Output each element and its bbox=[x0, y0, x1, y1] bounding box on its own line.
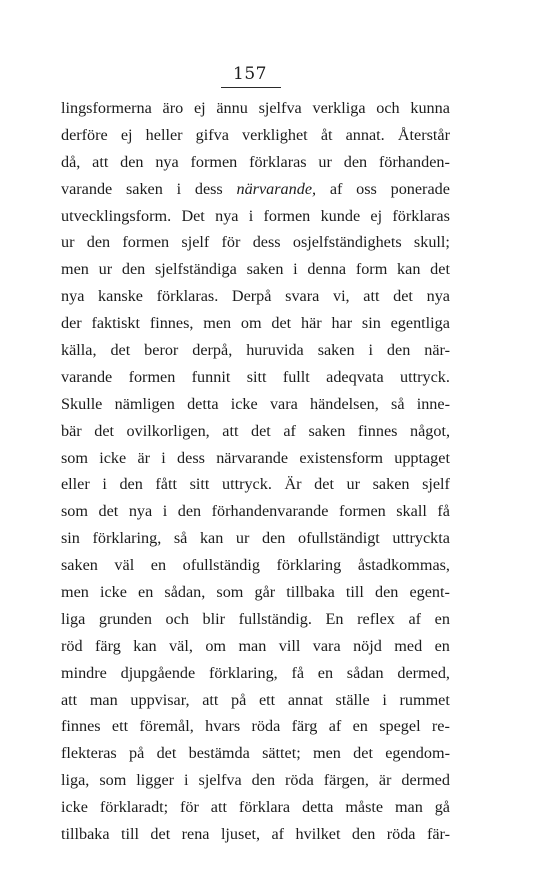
word: liga, bbox=[61, 771, 90, 790]
word: man bbox=[394, 798, 423, 817]
word: icke bbox=[99, 448, 127, 467]
word: nya bbox=[155, 152, 179, 171]
word: äro bbox=[162, 99, 184, 117]
word: form bbox=[355, 260, 388, 279]
word: dess bbox=[252, 233, 281, 252]
word: om bbox=[240, 314, 262, 333]
text-line bbox=[61, 418, 450, 445]
word: liga bbox=[61, 609, 86, 628]
word: att bbox=[92, 152, 109, 171]
word: få bbox=[437, 502, 450, 521]
word: funnit bbox=[191, 367, 231, 386]
word: existensform bbox=[299, 448, 383, 467]
word: skull; bbox=[413, 233, 450, 252]
word: annat. bbox=[345, 125, 385, 144]
word: i bbox=[382, 690, 387, 709]
word: det bbox=[430, 260, 450, 279]
word: annat bbox=[287, 690, 323, 709]
word: i bbox=[176, 179, 182, 198]
text-line bbox=[61, 149, 450, 176]
word: sådan, bbox=[164, 583, 206, 602]
word: djupgående bbox=[120, 663, 196, 682]
emphasized-word: närvarande, bbox=[236, 179, 317, 198]
word: tillbaka bbox=[286, 583, 335, 602]
word: oss bbox=[356, 179, 377, 198]
word: i bbox=[162, 502, 168, 521]
page-number: 157 bbox=[233, 64, 267, 84]
word: fullständig. bbox=[238, 609, 312, 628]
word: rummet bbox=[399, 690, 450, 709]
word: är bbox=[137, 448, 151, 467]
word: ett bbox=[111, 717, 129, 736]
word: nya bbox=[128, 502, 153, 521]
word: det bbox=[271, 314, 292, 333]
word: ponerade bbox=[390, 179, 450, 198]
word: på bbox=[231, 690, 247, 709]
word: af bbox=[283, 421, 296, 440]
text-line bbox=[61, 767, 450, 794]
word: egentliga bbox=[390, 314, 450, 333]
word: ej bbox=[193, 99, 206, 117]
word: man bbox=[89, 690, 118, 709]
word: ej bbox=[370, 206, 383, 225]
word: formen bbox=[338, 502, 386, 521]
word: den bbox=[121, 260, 146, 279]
word: men bbox=[313, 744, 341, 763]
word: tillbaka bbox=[61, 825, 110, 844]
word: i bbox=[368, 341, 373, 360]
word: föremål, bbox=[139, 717, 194, 736]
page-number-rule bbox=[221, 87, 281, 88]
word: Är bbox=[284, 475, 302, 494]
word: af bbox=[328, 717, 342, 736]
word: ovilkorligen, bbox=[126, 421, 210, 440]
word: kunde bbox=[320, 206, 361, 225]
word: den bbox=[251, 771, 276, 790]
text-line bbox=[61, 256, 450, 283]
word: kan bbox=[133, 636, 157, 655]
word: röda bbox=[386, 825, 416, 844]
text-line bbox=[61, 203, 450, 230]
word: sjelfva bbox=[198, 771, 242, 790]
word: saken bbox=[61, 556, 98, 575]
word: och bbox=[376, 99, 400, 117]
word: förklaras bbox=[249, 152, 307, 171]
word: att bbox=[363, 287, 380, 306]
word: Derpå bbox=[231, 287, 272, 306]
word: så bbox=[391, 394, 405, 413]
word: inne- bbox=[416, 394, 450, 413]
word: väl, bbox=[169, 636, 193, 655]
word: den bbox=[375, 583, 399, 602]
word: färg bbox=[291, 717, 318, 736]
word: reflex bbox=[357, 609, 395, 628]
word: adeqvata bbox=[326, 367, 384, 386]
word: det bbox=[314, 475, 334, 494]
word: få bbox=[291, 663, 305, 682]
word: heller bbox=[145, 125, 183, 144]
word: det bbox=[110, 341, 131, 360]
text-line bbox=[61, 95, 450, 122]
text-line bbox=[61, 606, 450, 633]
text-line bbox=[61, 552, 450, 579]
text-line bbox=[61, 525, 450, 552]
word: faktiskt bbox=[91, 314, 141, 333]
word: till bbox=[120, 825, 139, 844]
word: fått bbox=[155, 475, 177, 494]
word: en bbox=[434, 609, 450, 628]
word: den bbox=[262, 529, 286, 548]
word: ofullständigt bbox=[297, 529, 380, 548]
word: sjelfva bbox=[258, 99, 302, 117]
word: närvarande bbox=[216, 448, 289, 467]
word: källa, bbox=[61, 341, 97, 360]
text-line bbox=[61, 821, 450, 848]
word: för bbox=[180, 798, 199, 817]
word: saken bbox=[308, 421, 346, 440]
word: icke bbox=[99, 583, 127, 602]
word: en bbox=[352, 717, 368, 736]
word: den bbox=[386, 341, 411, 360]
text-line bbox=[61, 364, 450, 391]
word: sjelf bbox=[422, 475, 450, 494]
word: Skulle bbox=[61, 394, 103, 413]
word: förklaring, bbox=[92, 529, 162, 548]
word: med bbox=[394, 636, 423, 655]
text-line bbox=[61, 310, 450, 337]
word: det bbox=[156, 744, 177, 763]
word: finnes, bbox=[149, 314, 194, 333]
word: varande bbox=[61, 179, 113, 198]
word: förklaradt; bbox=[99, 798, 169, 817]
word: här bbox=[300, 314, 322, 333]
word: ur bbox=[346, 475, 361, 494]
word: af bbox=[271, 825, 285, 844]
word: röd bbox=[61, 636, 83, 655]
word: bär bbox=[61, 421, 82, 440]
word: saken bbox=[125, 179, 163, 198]
text-line bbox=[61, 660, 450, 687]
word: fär- bbox=[426, 825, 450, 844]
word: nya bbox=[426, 287, 450, 306]
text-line bbox=[61, 283, 450, 310]
word: det bbox=[393, 287, 413, 306]
word: uttryck. bbox=[221, 475, 272, 494]
word: en bbox=[434, 636, 450, 655]
word: ställe bbox=[335, 690, 370, 709]
text-line bbox=[61, 176, 450, 203]
word: flekteras bbox=[61, 744, 117, 763]
word: förklara bbox=[238, 798, 291, 817]
word: röda bbox=[285, 771, 314, 790]
word: ännu bbox=[216, 99, 248, 117]
word: händelsen, bbox=[310, 394, 379, 413]
word: ljuset, bbox=[220, 825, 261, 844]
word: på bbox=[129, 744, 145, 763]
word: nämligen bbox=[114, 394, 175, 413]
word: är bbox=[378, 771, 392, 790]
word: uttryckta bbox=[392, 529, 450, 548]
word: det bbox=[94, 421, 114, 440]
word: färgen, bbox=[323, 771, 369, 790]
word: den bbox=[177, 502, 202, 521]
word: Det bbox=[181, 206, 205, 225]
body-text bbox=[61, 95, 450, 848]
word: ligger bbox=[136, 771, 175, 790]
word: förhanden- bbox=[378, 152, 450, 171]
word: om bbox=[205, 636, 226, 655]
word: egent- bbox=[409, 583, 450, 602]
word: derpå, bbox=[192, 341, 233, 360]
text-line bbox=[61, 122, 450, 149]
text-line bbox=[61, 579, 450, 606]
text-line bbox=[61, 337, 450, 364]
word: i bbox=[102, 475, 107, 494]
word: nya bbox=[61, 287, 85, 306]
word: när- bbox=[424, 341, 450, 360]
text-line bbox=[61, 740, 450, 767]
word: derföre bbox=[61, 125, 108, 144]
word: men bbox=[61, 583, 89, 602]
word: dess bbox=[177, 448, 205, 467]
word: förklaring, bbox=[208, 663, 278, 682]
word: går bbox=[254, 583, 276, 602]
text-line bbox=[61, 713, 450, 740]
word: varande bbox=[61, 367, 113, 386]
word: blir bbox=[202, 609, 226, 628]
word: något, bbox=[409, 421, 450, 440]
word: sitt bbox=[189, 475, 210, 494]
word: som bbox=[61, 448, 88, 467]
word: vara bbox=[269, 394, 298, 413]
word: saken bbox=[246, 260, 284, 279]
word: grunden bbox=[98, 609, 152, 628]
word: men bbox=[203, 314, 232, 333]
word: väl bbox=[114, 556, 135, 575]
word: åt bbox=[320, 125, 333, 144]
word: lingsformerna bbox=[61, 99, 152, 117]
word: vi, bbox=[332, 287, 350, 306]
word: af bbox=[408, 609, 422, 628]
word: dess bbox=[194, 179, 223, 198]
word: af bbox=[329, 179, 343, 198]
word: den bbox=[120, 152, 144, 171]
text-line bbox=[61, 794, 450, 821]
word: rena bbox=[181, 825, 210, 844]
word: mindre bbox=[61, 663, 107, 682]
word: dermed bbox=[401, 771, 450, 790]
word: i bbox=[184, 771, 189, 790]
word: eller bbox=[61, 475, 90, 494]
word: måste bbox=[345, 798, 384, 817]
word: det bbox=[251, 421, 271, 440]
word: finnes bbox=[357, 421, 398, 440]
word: att bbox=[210, 798, 227, 817]
word: formen bbox=[263, 206, 311, 225]
word: sin bbox=[61, 529, 80, 548]
word: att bbox=[61, 690, 78, 709]
word: bestämda bbox=[188, 744, 250, 763]
word: i bbox=[248, 206, 254, 225]
word: ofullständig bbox=[182, 556, 260, 575]
word: kanske bbox=[98, 287, 143, 306]
word: kan bbox=[397, 260, 421, 279]
word: sitt bbox=[246, 367, 267, 386]
word: det bbox=[353, 744, 373, 763]
word: finnes bbox=[61, 717, 101, 736]
word: re- bbox=[431, 717, 450, 736]
word: beror bbox=[144, 341, 179, 360]
word: en bbox=[138, 583, 154, 602]
word: En bbox=[325, 609, 344, 628]
word: gå bbox=[434, 798, 450, 817]
word: det bbox=[150, 825, 171, 844]
word: sättet; bbox=[262, 744, 301, 763]
word: detta bbox=[187, 394, 219, 413]
word: så bbox=[173, 529, 188, 548]
word: den bbox=[86, 233, 111, 252]
word: upptaget bbox=[394, 448, 450, 467]
word: ur bbox=[235, 529, 250, 548]
word: uppvisar, bbox=[130, 690, 190, 709]
word: sjelfständiga bbox=[154, 260, 237, 279]
word: röda bbox=[251, 717, 281, 736]
word: nya bbox=[215, 206, 239, 225]
word: ej bbox=[120, 125, 133, 144]
word: ur bbox=[318, 152, 332, 171]
word: den bbox=[119, 475, 143, 494]
word: men bbox=[61, 260, 89, 279]
word: man bbox=[238, 636, 267, 655]
word: formen bbox=[190, 152, 238, 171]
word: den bbox=[343, 152, 368, 171]
word: kunna bbox=[410, 99, 450, 117]
word: sin bbox=[361, 314, 381, 333]
word: denna bbox=[307, 260, 347, 279]
word: huruvida bbox=[246, 341, 304, 360]
word: sjelf bbox=[181, 233, 210, 252]
word: icke bbox=[230, 394, 258, 413]
text-line bbox=[61, 391, 450, 418]
word: nöjd bbox=[353, 636, 382, 655]
word: då, bbox=[61, 152, 81, 171]
word: som bbox=[99, 771, 127, 790]
word: icke bbox=[61, 798, 88, 817]
text-line bbox=[61, 498, 450, 525]
word: gifva bbox=[195, 125, 229, 144]
text-line bbox=[61, 445, 450, 472]
word: svara bbox=[285, 287, 320, 306]
word: ett bbox=[258, 690, 276, 709]
word: förhandenvarande bbox=[211, 502, 329, 521]
word: formen bbox=[122, 233, 170, 252]
word: som bbox=[61, 502, 88, 521]
word: i bbox=[161, 448, 166, 467]
word: skall bbox=[396, 502, 427, 521]
word: verklighet bbox=[242, 125, 308, 144]
word: der bbox=[61, 314, 82, 333]
word: ur bbox=[98, 260, 113, 279]
word: en bbox=[150, 556, 167, 575]
word: osjelfständighets bbox=[292, 233, 402, 252]
word: åstadkommas, bbox=[357, 556, 450, 575]
word: i bbox=[293, 260, 298, 279]
text-line bbox=[61, 687, 450, 714]
word: uttryck. bbox=[400, 367, 450, 386]
word: Återstår bbox=[397, 125, 450, 144]
word: saken bbox=[372, 475, 410, 494]
word: hvars bbox=[205, 717, 241, 736]
text-line bbox=[61, 471, 450, 498]
word: verkliga bbox=[312, 99, 366, 117]
word: spegel bbox=[379, 717, 421, 736]
word: kan bbox=[199, 529, 224, 548]
word: utvecklingsform. bbox=[61, 206, 172, 225]
word: vill bbox=[278, 636, 301, 655]
word: hvilket bbox=[295, 825, 341, 844]
word: det bbox=[98, 502, 119, 521]
word: har bbox=[331, 314, 353, 333]
text-line bbox=[61, 229, 450, 256]
word: för bbox=[221, 233, 241, 252]
word: egendom- bbox=[385, 744, 450, 763]
word: den bbox=[351, 825, 376, 844]
word: dermed, bbox=[397, 663, 450, 682]
word: förklaras bbox=[392, 206, 450, 225]
word: färg bbox=[95, 636, 121, 655]
word: saken bbox=[317, 341, 355, 360]
word: sådan bbox=[346, 663, 384, 682]
word: förklaring bbox=[276, 556, 342, 575]
word: ur bbox=[61, 233, 75, 252]
word: vara bbox=[312, 636, 341, 655]
word: att bbox=[222, 421, 239, 440]
text-line bbox=[61, 633, 450, 660]
word: fullt bbox=[282, 367, 310, 386]
word: förklaras. bbox=[156, 287, 219, 306]
word: att bbox=[202, 690, 219, 709]
word: och bbox=[165, 609, 189, 628]
word: formen bbox=[128, 367, 176, 386]
word: detta bbox=[301, 798, 334, 817]
word: som bbox=[216, 583, 244, 602]
word: en bbox=[317, 663, 334, 682]
word: till bbox=[345, 583, 364, 602]
